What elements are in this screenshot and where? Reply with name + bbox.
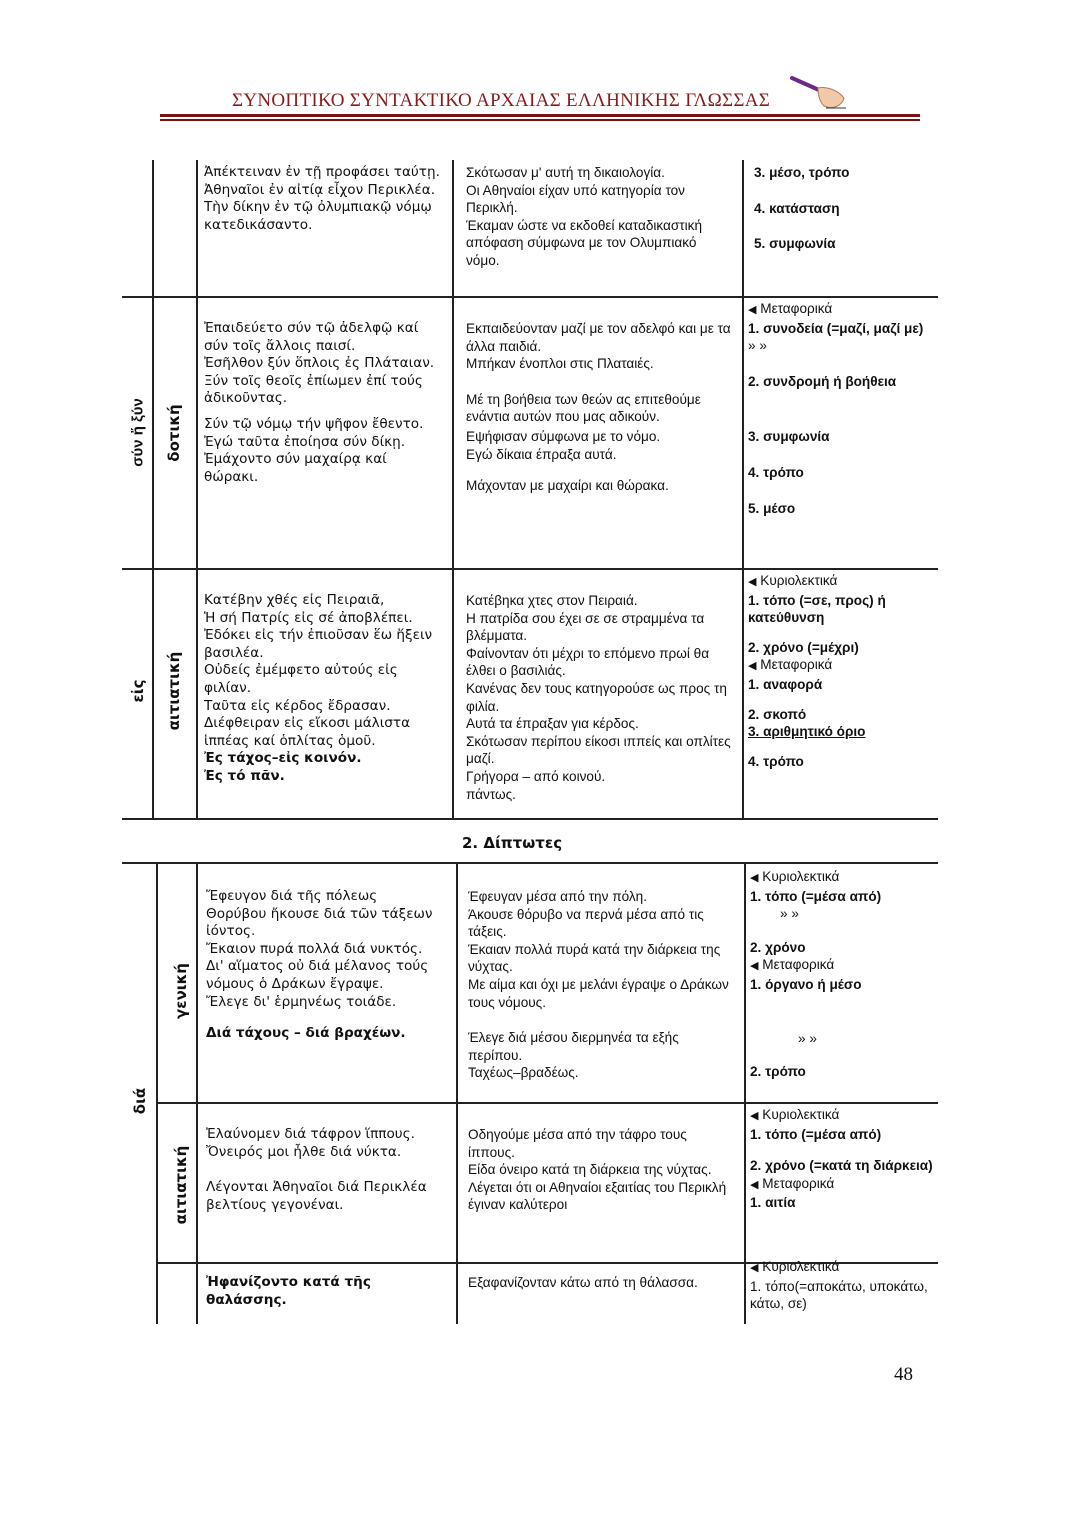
case-label: δοτική <box>165 404 183 462</box>
ancient-examples: Ἀπέκτειναν ἐν τῇ προφάσει ταύτῃ. Ἀθηναῖοι ἐν αἰτίᾳ εἶχον Περικλέα. Τὴν δίκην ἐν τῷ ὀλυμπιακῷ νόμῳ κατεδικάσαντο. <box>204 164 440 233</box>
table-border <box>742 160 744 818</box>
table-border <box>456 862 458 1324</box>
pen-hand-icon <box>788 72 848 112</box>
table-border <box>196 160 198 818</box>
modern-translation: Σκότωσαν μ' αυτή τη δικαιολογία. Οι Αθηναίοι είχαν υπό κατηγορία τον Περικλή. Έκαμαν ώστε να εκδοθεί καταδικαστική απόφαση σύμφωνα με τον Ολυμπιακό νόμο. <box>466 165 703 268</box>
header-rule <box>160 119 920 121</box>
case-label: γενική <box>172 963 190 1019</box>
preposition-label: σύν ἤ ξύν <box>129 398 147 467</box>
ancient-examples: Ἐλαύνομεν διά τάφρον ἵππους. Ὄνειρός μοι ἦλθε διά νύκτα. Λέγονται Ἀθηναῖοι διά Περικλέα βελτίους γεγονέναι. <box>206 1126 427 1213</box>
case-label: αιτιατική <box>172 1145 190 1225</box>
modern-translation: Έφευγαν μέσα από την πόλη. Άκουσε θόρυβο να περνά μέσα από τις τάξεις. Έκαιαν πολλά πυρά κατά την διάρκεια της νύχτας. Με αίμα και όχι με μελάνι έγραψε ο Δράκων τους νόμους. Έλεγε διά μέσου διερμηνέα τα εξής περίπου. Ταχέως–βραδέως. <box>468 889 729 1081</box>
table-border <box>152 160 154 818</box>
header-rule <box>160 114 920 117</box>
modern-translation: Οδηγούμε μέσα από την τάφρο τους ίππους. Είδα όνειρο κατά τη διάρκεια της νύχτας. Λέγεται ότι οι Αθηναίοι εξαιτίας του Περικλή έγιναν καλύτεροι <box>468 1127 727 1213</box>
modern-translation: Κατέβηκα χτες στον Πειραιά. Η πατρίδα σου έχει σε σε στραμμένα τα βλέμματα. Φαίνονταν ότι μέχρι το επόμενο πρωί θα έλθει ο βασιλιάς. Κανένας δεν τους κατηγορούσε ως προς τη φιλία. Αυτά τα έπραξαν για κέρδος. Σκότωσαν περίπου είκοσι ιππείς και οπλίτες μαζί. Γρήγορα – από κοινού. πάντως. <box>466 593 731 802</box>
modern-translation: Εκπαιδεύονταν μαζί με τον αδελφό και με τα άλλα παιδιά. Μπήκαν ένοπλοι στις Πλαταιές. Μέ τη βοήθεια των θεών ας επιτεθούμε ενάντια αυτών που μας αδικούν. Εψήφισαν σύμφωνα με το νόμο. Εγώ δίκαια έπραξα αυτά. Μάχονταν με μαχαίρι και θώρακα. <box>466 321 731 494</box>
table-border <box>452 160 454 818</box>
meaning-list: ◀ Κυριολεκτικά 1. τόπο (=σε, προς) ή κατεύθυνση 2. χρόνο (=μέχρι) ◀ Μεταφορικά 1. αναφορά 2. σκοπό 3. αριθμητικό όριο 4. τρόπο <box>748 573 886 769</box>
meaning-list: ◀ Κυριολεκτικά 1. τόπο (=μέσα από) 2. χρόνο (=κατά τη διάρκεια) ◀ Μεταφορικά 1. αιτία <box>750 1107 933 1211</box>
meaning-list: ◀ Κυριολεκτικά 1. τόπο(=αποκάτω, υποκάτω, κάτω, σε) <box>750 1259 928 1312</box>
table-border <box>122 568 938 570</box>
table-border <box>196 862 198 1324</box>
preposition-label: εἰς <box>129 679 147 703</box>
ancient-examples: Ἔφευγον διά τῆς πόλεως Θορύβου ἤκουσε διά τῶν τάξεων ἰόντος. Ἔκαιον πυρά πολλά διά νυκτός. Δι' αἵματος οὐ διά μέλανος τούς νόμους ὁ Δράκων ἔγραψε. Ἔλεγε δι' ἑρμηνέως τοιάδε. Διά τάχους – διά βραχέων. <box>206 888 433 1042</box>
table-border <box>122 296 938 298</box>
table-border <box>122 818 938 820</box>
case-label: αιτιατική <box>165 651 183 731</box>
ancient-examples: Κατέβην χθές εἰς Πειραιᾶ, Ἡ σή Πατρίς εἰς σέ ἀποβλέπει. Ἐδόκει εἰς τήν ἐπιοῦσαν ἕω ἥξειν βασιλέα. Οὐδείς ἐμέμφετο αὐτούς εἰς φιλίαν. Ταῦτα εἰς κέρδος ἔδρασαν. Διέφθειραν εἰς εἴκοσι μάλιστα ἱππέας καί ὁπλίτας ὁμοῦ. Ἐς τάχος–εἰς κοινόν. Ἐς τό πᾶν. <box>204 592 433 784</box>
ancient-examples: Ἐπαιδεύετο σύν τῷ ἀδελφῷ καί σύν τοῖς ἄλλοις παισί. Ἐσῆλθον ξύν ὅπλοις ἐς Πλάταιαν. Ξύν τοῖς θεοῖς ἐπίωμεν ἐπί τούς ἀδικοῦντας. Σύν τῷ νόμῳ τήν ψῆφον ἔθεντο. Ἐγώ ταῦτα ἐποίησα σύν δίκῃ. Ἐμάχοντο σύν μαχαίρᾳ καί θώρακι. <box>204 320 435 485</box>
ancient-examples: Ἠφανίζοντο κατά τῆς θαλάσσης. <box>206 1274 371 1308</box>
table-border <box>122 862 938 864</box>
document-title: ΣΥΝΟΠΤΙΚΟ ΣΥΝΤΑΚΤΙΚΟ ΑΡΧΑΙΑΣ ΕΛΛΗΝΙΚΗΣ ΓΛΩΣΣΑΣ <box>232 90 771 111</box>
table-border <box>156 1102 938 1104</box>
page-number: 48 <box>894 1364 913 1385</box>
table-border <box>744 862 746 1324</box>
table-border <box>156 862 158 1324</box>
preposition-label: διά <box>131 1087 149 1115</box>
meaning-list: ◀ Κυριολεκτικά 1. τόπο (=μέσα από) » » 2. χρόνο ◀ Μεταφορικά 1. όργανο ή μέσο » » 2. τρόπο <box>750 869 882 1080</box>
section-heading: 2. Δίπτωτες <box>462 834 563 852</box>
meaning-list: 3. μέσο, τρόπο 4. κατάσταση 5. συμφωνία <box>754 165 850 252</box>
modern-translation: Εξαφανίζονταν κάτω από τη θάλασσα. <box>468 1275 698 1290</box>
meaning-list: ◀ Μεταφορικά 1. συνοδεία (=μαζί, μαζί με) » » 2. συνδρομή ή βοήθεια 3. συμφωνία 4. τρόπο 5. μέσο <box>748 301 924 516</box>
